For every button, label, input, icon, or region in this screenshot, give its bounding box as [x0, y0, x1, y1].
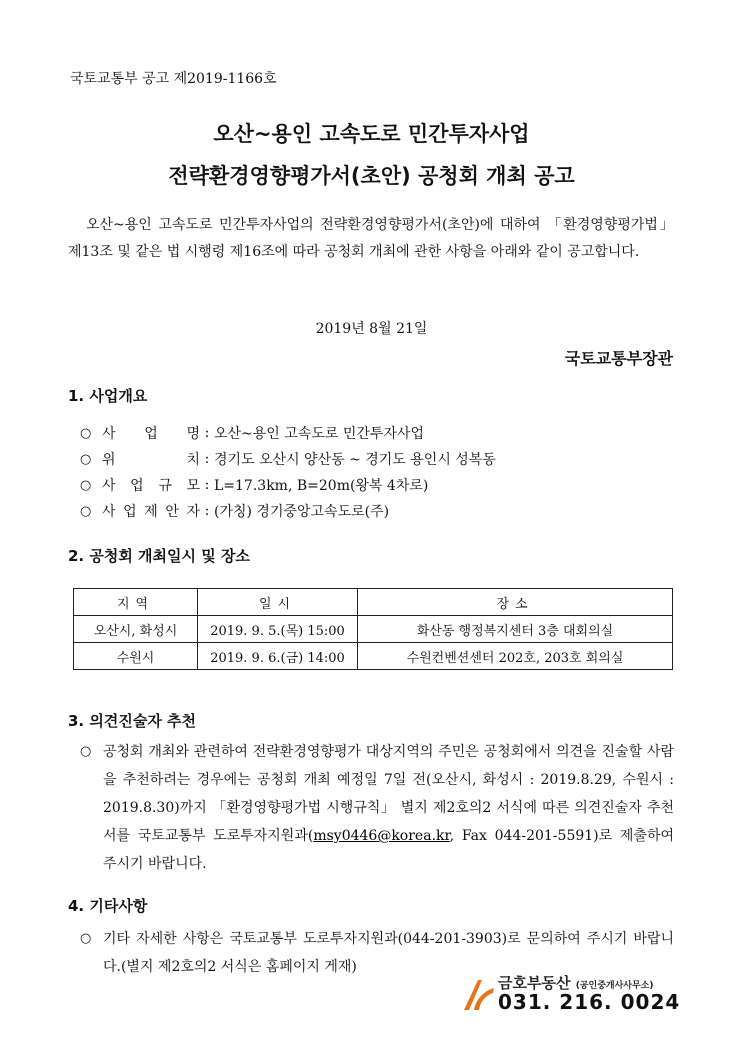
item-value: 오산~용인 고속도로 민간투자사업 [214, 426, 424, 442]
notice-number: 국토교통부 공고 제2019-1166호 [70, 71, 277, 87]
item-label [102, 449, 200, 469]
item-label [102, 475, 200, 495]
table-header-row [74, 589, 673, 616]
item-label [102, 501, 200, 521]
label-char: 업 [144, 426, 158, 442]
bullet-icon: ○ [80, 503, 92, 519]
realtor-phone: 031. 216. 0024 [498, 990, 681, 1014]
list-item [80, 498, 496, 524]
item-value: (가칭) 경기중앙고속도로(주) [214, 504, 390, 520]
announcement-date: 2019년 8월 21일 [315, 321, 428, 337]
realtor-watermark [460, 972, 681, 1018]
label-char: 모 [186, 478, 200, 494]
label-char: 안 [165, 504, 179, 520]
realtor-logo-icon [460, 974, 496, 1014]
text-before-email: 공청회 개최와 관련하여 전략환경영향평가 대상지역의 주민은 공청회에서 의견을 진술할 사람을 추천하려는 경우에는 공청회 개최 예정일 7일 전(오산시, 화성시 : 2019.8.29, 수원시 : 2019.8.30)까지 「환경영향평가법 시행규칙」 별지 제2호의2 서식에 따른 의견진술자 추천서를 국토교통부 도로투자지원과( [103, 744, 674, 844]
text-after-email: , Fax 044-201-5591)로 제출하여 주시기 바랍니다. [103, 828, 675, 872]
list-item [80, 446, 496, 472]
section-2-heading: 2. 공청회 개최일시 및 장소 [68, 547, 250, 565]
bullet-icon: ○ [80, 477, 92, 493]
title-line-2: 전략환경영향평가서(초안) 공청회 개최 공고 [168, 164, 575, 188]
list-item [80, 420, 496, 446]
realtor-name: 금호부동산 (공인중개사사무소) [498, 974, 654, 992]
item-colon: : [204, 451, 210, 467]
label-char: 제 [144, 504, 158, 520]
label-char: 자 [186, 504, 200, 520]
label-char: 업 [130, 478, 144, 494]
column-header-datetime: 일시 [198, 589, 358, 616]
list-item [80, 472, 496, 498]
table-cell: 2019. 9. 5.(목) 15:00 [198, 616, 358, 643]
table-cell: 오산시, 화성시 [74, 616, 198, 643]
label-char: 규 [158, 478, 172, 494]
label-char: 위 [102, 452, 116, 468]
column-header-region: 지역 [74, 589, 198, 616]
section-3-paragraph [80, 738, 674, 878]
email-link[interactable]: msy0446@korea.kr [313, 828, 450, 844]
title-line-1: 오산~용인 고속도로 민간투자사업 [213, 122, 530, 146]
intro-paragraph: 오산~용인 고속도로 민간투자사업의 전략환경영향평가서(초안)에 대하여 「환경영향평가법」 제13조 및 같은 법 시행령 제16조에 따라 공청회 개최에 관한 사항을 아래와 같이 공고합니다. [68, 217, 674, 260]
schedule-table [73, 588, 673, 670]
bullet-icon: ○ [80, 425, 92, 441]
table-cell: 수원시 [74, 643, 198, 670]
bullet-icon: ○ [80, 744, 92, 759]
item-colon: : [204, 425, 210, 441]
item-value: L=17.3km, B=20m(왕복 4차로) [214, 478, 429, 494]
label-char: 치 [186, 452, 200, 468]
realtor-subtitle: (공인중개사사무소) [575, 981, 654, 991]
label-char: 사 [102, 478, 116, 494]
label-char: 업 [123, 504, 137, 520]
table-cell: 수원컨벤션센터 202호, 203호 회의실 [358, 643, 673, 670]
project-overview-list [80, 420, 496, 524]
table-cell: 2019. 9. 6.(금) 14:00 [198, 643, 358, 670]
table-row [74, 616, 673, 643]
section-3-heading: 3. 의견진술자 추천 [68, 712, 197, 730]
bullet-icon: ○ [80, 451, 92, 467]
bullet-icon: ○ [80, 931, 92, 946]
item-colon: : [204, 477, 210, 493]
item-label [102, 423, 200, 443]
label-char: 사 [102, 426, 116, 442]
paragraph-text [103, 738, 674, 878]
section-1-heading: 1. 사업개요 [68, 387, 148, 405]
table-cell: 화산동 행정복지센터 3층 대회의실 [358, 616, 673, 643]
section-4-heading: 4. 기타사항 [68, 897, 148, 915]
issuer: 국토교통부장관 [564, 349, 673, 368]
column-header-venue: 장소 [358, 589, 673, 616]
item-value: 경기도 오산시 양산동 ~ 경기도 용인시 성복동 [214, 452, 496, 468]
paragraph-text: 기타 자세한 사항은 국토교통부 도로투자지원과(044-201-3903)로 문의하여 주시기 바랍니다.(별지 제2호의2 서식은 홈페이지 게재) [103, 931, 674, 975]
item-colon: : [204, 503, 210, 519]
label-char: 사 [102, 504, 116, 520]
label-char: 명 [186, 426, 200, 442]
table-row [74, 643, 673, 670]
